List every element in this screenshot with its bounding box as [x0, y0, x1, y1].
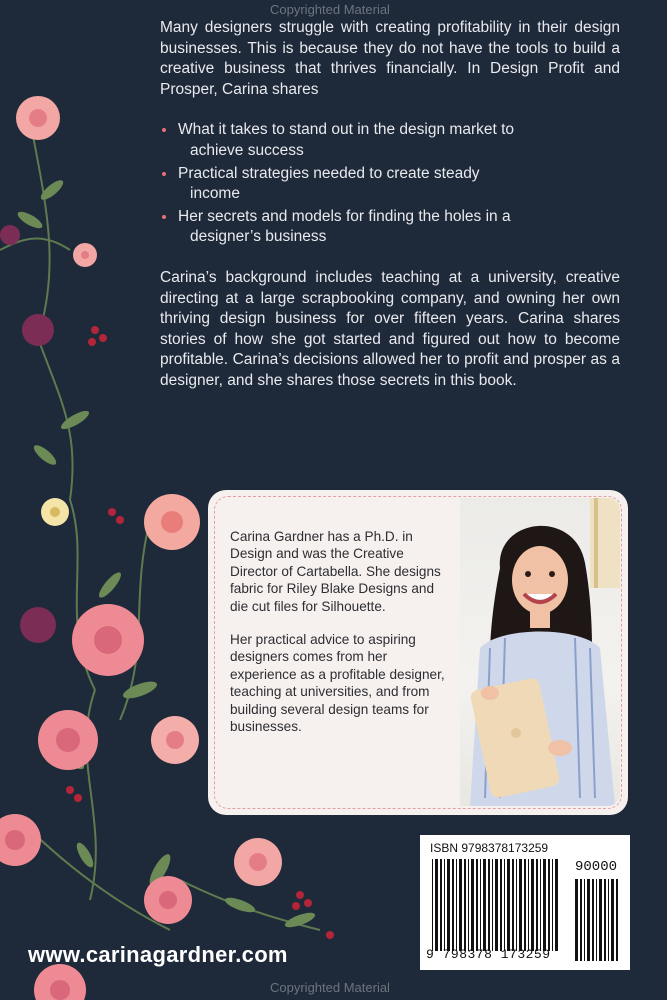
floral-yellow-bloom	[41, 498, 69, 526]
barcode-bar	[468, 859, 469, 951]
bullet-dot	[162, 128, 166, 132]
barcode-bar	[616, 879, 618, 961]
barcode-bar	[584, 879, 585, 961]
barcode-addon-bars	[575, 879, 621, 961]
blurb-bullet	[160, 207, 620, 248]
barcode-main-bars	[432, 859, 562, 951]
barcode-bar	[500, 859, 502, 951]
blurb-background: Carina’s background includes teaching at a university, creative directing at a large scrapbooking company, and owning her own thriving design business for over fifteen years. Carina shares stories of how she got started and figured out how to become profitable. Carina’s decisions allowed her to profit and prosper as a designer, and she shares those secrets in this book.	[160, 268, 620, 389]
barcode-bar	[516, 859, 517, 951]
barcode-bar	[548, 859, 550, 951]
barcode-bar	[440, 859, 442, 951]
barcode-bar	[459, 859, 462, 951]
bullet-dot	[162, 215, 166, 219]
blurb-intro: Many designers struggle with creating profitability in their design businesses. This is because they do not have the tools to build a creative business that thrives financially. In Design Profit and Prosper, Carina shares	[160, 19, 620, 98]
barcode-bar	[471, 859, 474, 951]
barcode-bar	[519, 859, 522, 951]
author-bio-card	[208, 490, 628, 815]
barcode-bar	[480, 859, 481, 951]
barcode-block	[420, 835, 630, 970]
barcode-bar	[444, 859, 445, 951]
barcode-bar	[464, 859, 466, 951]
barcode-bar	[495, 859, 498, 951]
barcode-bar	[432, 859, 433, 951]
barcode-bar	[512, 859, 514, 951]
bullet-text: Practical strategies needed to create steady	[178, 164, 480, 182]
blurb-bullet	[160, 120, 620, 161]
barcode-bar	[536, 859, 538, 951]
barcode-price-code: 90000	[575, 859, 618, 875]
barcode-bar	[596, 879, 597, 961]
author-portrait	[460, 498, 620, 806]
barcode-bar	[483, 859, 486, 951]
barcode-bar	[543, 859, 546, 951]
barcode-bar	[447, 859, 450, 951]
barcode-bar	[555, 859, 558, 951]
barcode-bar	[476, 859, 478, 951]
barcode-bar	[587, 879, 590, 961]
barcode-bar	[540, 859, 541, 951]
isbn-label: ISBN 9798378173259	[430, 841, 549, 855]
blurb-bullet-list	[160, 120, 620, 248]
barcode-bar	[435, 859, 438, 951]
barcode-bar	[604, 879, 606, 961]
barcode-bar	[528, 859, 529, 951]
bullet-text-cont: income	[190, 185, 240, 203]
barcode-bar	[492, 859, 493, 951]
author-bio-text	[230, 528, 450, 751]
barcode-bar	[452, 859, 454, 951]
barcode-bar	[504, 859, 505, 951]
bullet-text: What it takes to stand out in the design market to	[178, 121, 515, 139]
bullet-text-cont: designer’s business	[190, 228, 327, 246]
watermark-bottom: Copyrighted Material	[270, 980, 390, 995]
author-photo	[460, 498, 620, 806]
barcode-bar	[580, 879, 582, 961]
bullet-text-cont: achieve success	[190, 141, 304, 159]
barcode-bar	[611, 879, 614, 961]
barcode-bar	[608, 879, 609, 961]
barcode-bar	[531, 859, 534, 951]
barcode-bar	[599, 879, 602, 961]
bio-paragraph-1: Carina Gardner has a Ph.D. in Design and was the Creative Director of Cartabella. She designs fabric for Riley Blake Designs and die cut files for Silhouette.	[230, 529, 441, 614]
bio-paragraph-2: Her practical advice to aspiring designers comes from her experience as a profitable designer, teaching at universities, and from building several design teams for businesses.	[230, 632, 445, 735]
back-cover-blurb	[160, 18, 620, 392]
author-website: www.carinagardner.com	[28, 942, 288, 967]
watermark-top: Copyrighted Material	[270, 2, 390, 17]
barcode-bar	[456, 859, 457, 951]
bullet-dot	[162, 172, 166, 176]
isbn-digits: 9 798378 173259	[426, 947, 551, 962]
barcode-bar	[524, 859, 526, 951]
bullet-text: Her secrets and models for finding the holes in a	[178, 207, 511, 225]
blurb-bullet	[160, 164, 620, 205]
barcode-bar	[552, 859, 553, 951]
barcode-bar	[507, 859, 510, 951]
barcode-bar	[488, 859, 490, 951]
barcode-bar	[592, 879, 594, 961]
